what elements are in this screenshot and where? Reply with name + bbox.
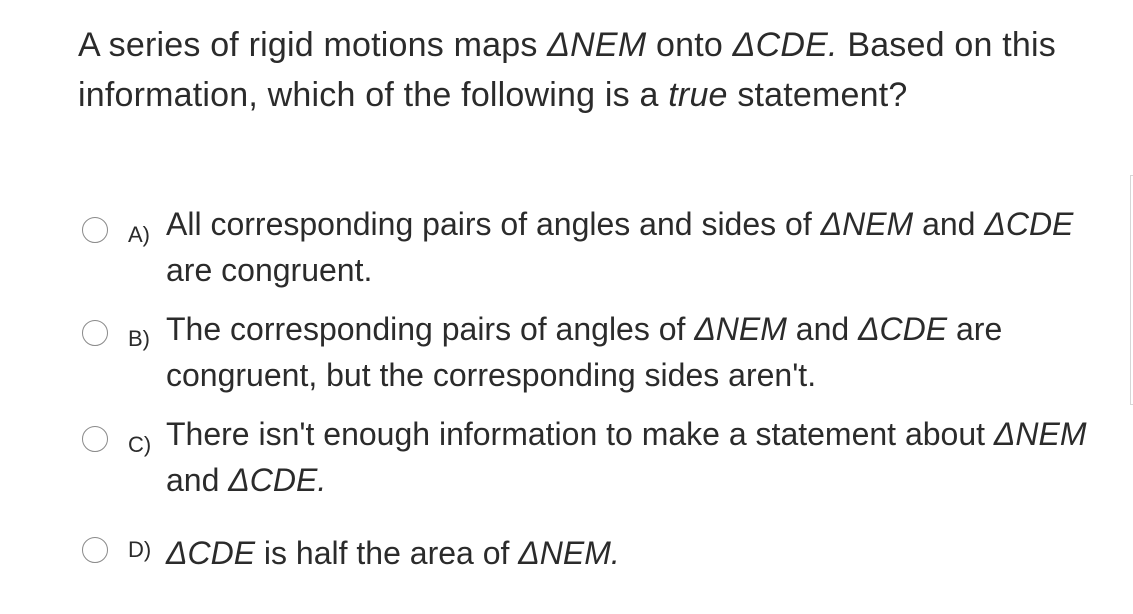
question-part4: statement? [727, 76, 908, 114]
choice-a-text-2: and [913, 206, 985, 242]
choice-b-triangle-2: ΔCDE [858, 311, 948, 347]
choice-a-text-3: are congruent. [166, 252, 373, 288]
question-text [78, 20, 1108, 120]
question-emphasis: true [668, 76, 728, 114]
choice-letter-d: D) [128, 537, 152, 562]
choice-c-text-2: and [166, 462, 229, 498]
choice-letter-b: B) [128, 326, 150, 351]
choice-c-text-1: There isn't enough information to make a statement about [166, 416, 994, 452]
choice-b-triangle-1: ΔNEM [694, 311, 787, 347]
radio-button-a[interactable] [82, 217, 108, 243]
choice-b[interactable] [82, 312, 1122, 412]
question-part1: A series of rigid motions maps [78, 26, 548, 64]
choice-text-c [166, 411, 1116, 503]
choice-b-text-2: and [786, 311, 859, 347]
choice-d[interactable] [82, 529, 1122, 589]
choice-d-triangle-1: ΔCDE [166, 535, 256, 571]
choice-letter-a: A) [128, 222, 150, 247]
choice-d-text-2: is half the area of [255, 535, 519, 571]
choice-b-text-3: are congruent, but the corresponding sides aren't. [166, 311, 1003, 393]
choice-c-triangle-2: ΔCDE. [228, 462, 327, 498]
choice-a-triangle-1: ΔNEM [820, 206, 914, 242]
choice-text-a [166, 201, 1116, 293]
choice-a[interactable] [82, 205, 1122, 305]
choice-text-d [166, 530, 1116, 576]
choice-c-triangle-1: ΔNEM [993, 416, 1087, 452]
question-part2: onto [646, 26, 733, 64]
question-triangle-2: ΔCDE. [732, 26, 838, 64]
choice-letter-c: C) [128, 432, 152, 457]
radio-button-b[interactable] [82, 320, 108, 346]
radio-button-d[interactable] [82, 537, 108, 563]
radio-button-c[interactable] [82, 426, 108, 452]
choice-text-b [166, 306, 1116, 398]
choice-b-text-1: The corresponding pairs of angles of [166, 311, 695, 347]
choice-d-triangle-2: ΔNEM. [518, 535, 620, 571]
question-triangle-1: ΔNEM [547, 26, 647, 64]
choice-c[interactable] [82, 418, 1122, 518]
choice-a-triangle-2: ΔCDE [984, 206, 1074, 242]
choice-a-text-1: All corresponding pairs of angles and sides of [166, 206, 821, 242]
question-part3: Based on this information, which of the following is a [78, 26, 1056, 114]
